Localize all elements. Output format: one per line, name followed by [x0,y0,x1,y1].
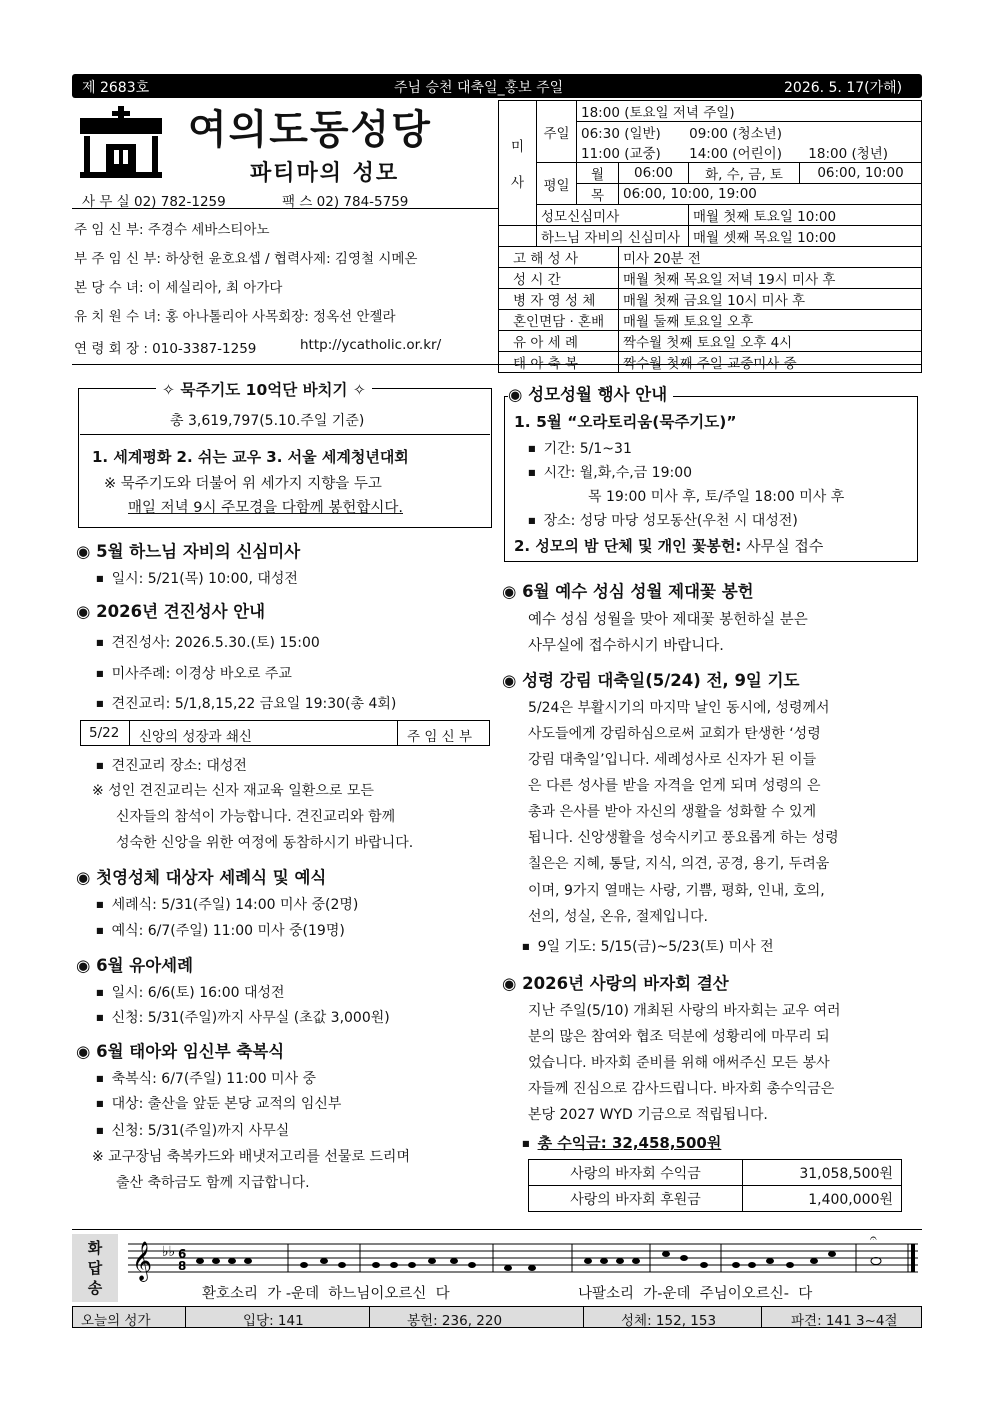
list-item: 장소: 성당 마당 성모동산(우천 시 대성전) [543,513,798,529]
bullet-icon: ■ [96,1126,104,1135]
section-title: ◉ 성령 강림 대축일(5/24) 전, 9일 기도 [502,671,800,690]
svg-text:8: 8 [178,1259,187,1273]
sunday-time: 14:00 (어린이) [689,146,782,162]
hymn-communion: 성체: 152, 153 [621,1313,717,1329]
table-row [529,1186,902,1212]
sacrament-time: 미사 20분 전 [619,247,922,268]
list-item: 미사주례: 이경상 바오로 주교 [111,666,292,682]
hymns-label: 오늘의 성가 [81,1313,151,1329]
website-link[interactable]: http://ycatholic.or.kr/ [300,337,442,353]
responsorial-psalm [72,1229,922,1303]
today-hymns-bar [72,1306,922,1328]
body-text: 지난 주일(5/10) 개최된 사랑의 바자회는 교우 여러 [528,1003,841,1019]
list-item: 일시: 5/21(목) 10:00, 대성전 [111,571,298,587]
sunday-time: 06:30 (일반) [581,126,661,142]
list-item: 기간: 5/1~31 [543,441,632,457]
weekday-time: 06:00, 10:00, 19:00 [619,184,922,205]
section-title: ◉ 5월 하느님 자비의 신심미사 [76,542,301,561]
weekday-day: 화, 수, 금, 토 [689,163,800,184]
rosary-note: 매일 저녁 9시 주모경을 다함께 봉헌합시다. [128,500,403,516]
bullet-icon: ■ [522,1139,530,1148]
special-mass-name: 성모신심미사 [537,205,689,226]
hymn-entrance: 입당: 141 [243,1313,304,1329]
body-text: 은 다른 성사를 받을 자격을 얻게 되며 성령의 은 [528,778,821,794]
staff-assistant: 부 주 임 신 부: 하상헌 윤호요셉 / 협력사제: 김영철 시메온 [74,251,418,267]
list-item: 대상: 출산을 앞둔 본당 교적의 임신부 [111,1096,342,1112]
body-text: 본당 2027 WYD 기금으로 적립됩니다. [528,1107,768,1123]
psalm-label: 화 답 송 [72,1234,118,1302]
list-item: 견진성사: 2026.5.30.(토) 15:00 [111,635,320,651]
staff-pastor: 주 임 신 부: 주경수 세바스티아노 [74,222,270,238]
svg-text:♭♭: ♭♭ [162,1244,176,1260]
sacrament-time: 매월 둘째 토요일 오후 [619,310,922,331]
list-item: 시간: 월,화,수,금 19:00 [543,465,693,481]
svg-text:𝄐: 𝄐 [870,1236,877,1245]
lyrics-line: 환호소리 가 -운데 하느님이오르신 다 [202,1286,450,1302]
section-title: ◉ 성모성월 행사 안내 [508,381,673,405]
list-item: 목 19:00 미사 후, 토/주일 18:00 미사 후 [588,489,845,505]
divider [80,434,490,435]
bullet-icon: ■ [96,1013,104,1022]
confirmation-schedule-table [80,720,490,746]
total-revenue: 총 수익금: 32,458,500원 [537,1134,722,1152]
staff-sisters: 본 당 수 녀: 이 세실리아, 최 아가다 [74,280,283,296]
sunday-time: 11:00 (교중) [581,146,661,162]
table-cell: 사랑의 바자회 수익금 [529,1160,743,1186]
list-item: 일시: 6/6(토) 16:00 대성전 [111,985,285,1001]
bullet-icon: ■ [528,444,536,453]
church-logo-icon [80,104,162,180]
special-mass-time: 매월 셋째 목요일 10:00 [689,226,922,247]
section-title: ◉ 6월 유아세례 [76,956,194,975]
music-staff-icon [128,1236,918,1282]
weekday-time: 06:00, 10:00 [800,163,922,184]
body-text: 이며, 9가지 열매는 사랑, 기쁨, 평화, 인내, 호의, [528,883,825,899]
event-item: 1. 5월 “오라토리움(묵주기도)” [514,413,737,431]
weekday-day: 월 [577,163,619,184]
sacrament-name: 태 아 축 복 [499,352,619,373]
section-title: ◉ 6월 태아와 임신부 축복식 [76,1042,285,1061]
fax-number: 팩 스 02) 784-5759 [282,194,409,210]
mass-schedule-table [498,100,922,373]
sacrament-name: 혼인면담 · 혼배 [499,310,619,331]
note-text: ※ 교구장님 축복카드와 배냇저고리를 선물로 드리며 [92,1149,410,1165]
table-cell: 주 임 신 부 [407,729,473,745]
weekday-time: 06:00 [619,163,689,184]
bullet-icon: ■ [96,761,104,770]
body-text: 자들께 진심으로 감사드립니다. 바자회 총수익금은 [528,1081,835,1097]
body-text: 됩니다. 신앙생활을 성숙시키고 풍요롭게 하는 성령 [528,830,839,846]
sacrament-name: 성 시 간 [499,268,619,289]
list-item: 9일 기도: 5/15(금)~5/23(토) 미사 전 [537,939,774,955]
section-title: ◉ 2026년 사랑의 바자회 결산 [502,974,729,993]
list-item: 신청: 5/31(주일)까지 사무실 (초값 3,000원) [111,1010,390,1026]
section-title: ◉ 2026년 견진성사 안내 [76,602,266,621]
rosary-intentions: 1. 세계평화 2. 쉬는 교우 3. 서울 세계청년대회 [92,448,409,466]
list-item: 신청: 5/31(주일)까지 사무실 [111,1123,290,1139]
note-text: ※ 성인 견진교리는 신자 재교육 일환으로 모든 [92,783,374,799]
table-cell: 사랑의 바자회 후원금 [529,1186,743,1212]
body-text: 강림 대축일’입니다. 세례성사로 신자가 된 이들 [528,752,817,768]
rosary-note: ※ 묵주기도와 더불어 위 세가지 지향을 두고 [104,476,382,492]
note-text: 성숙한 신앙을 위한 여정에 동참하시기 바랍니다. [116,835,414,851]
body-text: 사무실에 접수하시기 바랍니다. [528,638,724,654]
issue-date: 2026. 5. 17(가해) [784,80,903,96]
issue-number: 제 2683호 [82,80,150,96]
list-item: 축복식: 6/7(주일) 11:00 미사 중 [111,1071,317,1087]
sacrament-time: 매월 첫째 금요일 10시 미사 후 [619,289,922,310]
section-title: ◉ 6월 예수 성심 성월 제대꽃 봉헌 [502,582,754,601]
hymn-recessional: 파견: 141 3~4절 [791,1313,898,1329]
bullet-icon: ■ [96,699,104,708]
sunday-time: 09:00 (청소년) [689,126,782,142]
body-text: 선의, 성실, 온유, 절제입니다. [528,909,708,925]
church-subtitle: 파티마의 성모 [250,161,400,186]
event-item: 2. 성모의 밤 단체 및 개인 꽃봉헌: [514,537,742,555]
bullet-icon: ■ [96,900,104,909]
special-mass-name: 하느님 자비의 신심미사 [537,226,689,247]
svg-text:6: 6 [178,1247,187,1261]
list-item: 견진교리 장소: 대성전 [111,758,247,774]
svg-text:𝄞: 𝄞 [132,1241,153,1281]
body-text: 5/24은 부활시기의 마지막 날인 동시에, 성령께서 [528,700,830,716]
bullet-icon: ■ [96,638,104,647]
weekday-label: 평일 [537,163,577,205]
body-text: 총과 은사를 받아 자신의 생활을 성화할 수 있게 [528,804,817,820]
note-text: 신자들의 참석이 가능합니다. 견진교리와 함께 [116,809,396,825]
table-cell: 1,400,000원 [743,1186,902,1212]
hymn-offertory: 봉헌: 236, 220 [407,1313,503,1329]
sunday-time: 18:00 (토요일 저녁 주일) [577,101,922,122]
body-text: 분의 많은 참여와 협조 덕분에 성황리에 마무리 되 [528,1029,830,1045]
body-text: 었습니다. 바자회 준비를 위해 애써주신 모든 봉사 [528,1055,830,1071]
staff-kindergarten: 유 치 원 수 녀: 홍 아나톨리아 사목회장: 정옥선 안젤라 [74,309,396,325]
bullet-icon: ■ [96,988,104,997]
list-item: 예식: 6/7(주일) 11:00 미사 중(19명) [111,923,345,939]
rosary-title: ✧ 묵주기도 10억단 바치기 ✧ [156,378,372,400]
bullet-icon: ■ [528,468,536,477]
sacrament-time: 짝수월 첫째 주일 교중미사 중 [619,352,922,373]
body-text: 칠은은 지혜, 통달, 지식, 의견, 공경, 용기, 두려움 [528,856,830,872]
special-mass-time: 매월 첫째 토요일 10:00 [689,205,922,226]
note-text: 출산 축하금도 함께 지급합니다. [116,1175,310,1191]
table-cell: 5/22 [89,725,120,741]
top-bar [72,74,922,98]
table-cell: 31,058,500원 [743,1160,902,1186]
sacrament-name: 고 해 성 사 [499,247,619,268]
bullet-icon: ■ [96,926,104,935]
divider [72,208,498,209]
table-cell: 신앙의 성장과 쇄신 [139,729,252,745]
bullet-icon: ■ [522,942,530,951]
mass-label: 미 사 [499,101,537,226]
bullet-icon: ■ [528,516,536,525]
church-name: 여의도동성당 [188,107,432,153]
rosary-total: 총 3,619,797(5.10.주일 기준) [170,413,365,429]
table-row [529,1160,902,1186]
weekday-day: 목 [577,184,619,205]
list-item: 세례식: 5/31(주일) 14:00 미사 중(2명) [111,897,359,913]
sacrament-name: 병 자 영 성 체 [499,289,619,310]
bullet-icon: ■ [96,1099,104,1108]
bullet-icon: ■ [96,574,104,583]
body-text: 사도들에게 강림하심으로써 교회가 탄생한 ‘성령 [528,726,821,742]
bazaar-summary-table [528,1159,902,1212]
bullet-icon: ■ [96,669,104,678]
sacrament-time: 짝수월 첫째 토요일 오후 4시 [619,331,922,352]
sunday-time: 18:00 (청년) [808,146,889,162]
sacrament-name: 유 아 세 례 [499,331,619,352]
sunday-label: 주일 [537,101,577,163]
event-item-detail: 사무실 접수 [741,537,824,555]
section-title: ◉ 첫영성체 대상자 세례식 및 예식 [76,868,327,887]
sunday-title: 주님 승천 대축일_홍보 주일 [394,80,564,96]
bullet-icon: ■ [96,1074,104,1083]
contact: 연 령 회 장 : 010-3387-1259 [74,341,257,357]
office-phone: 사 무 실 02) 782-1259 [82,194,226,210]
sacrament-time: 매월 첫째 목요일 저녁 19시 미사 후 [619,268,922,289]
body-text: 예수 성심 성월을 맞아 제대꽃 봉헌하실 분은 [528,612,808,628]
lyrics-line: 나팔소리 가-운데 주님이오르신- 다 [578,1286,813,1302]
list-item: 견진교리: 5/1,8,15,22 금요일 19:30(총 4회) [111,696,397,712]
